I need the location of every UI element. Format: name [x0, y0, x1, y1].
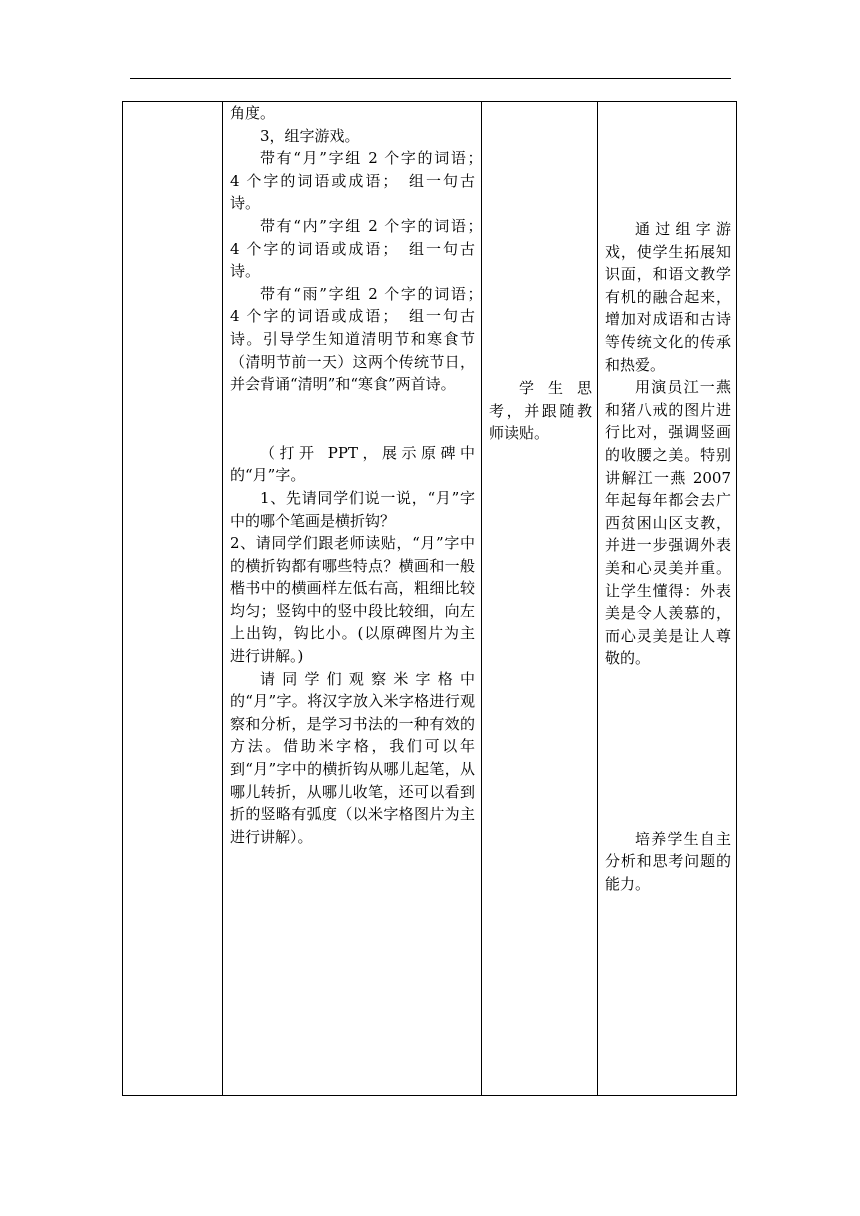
teacher-activity-cell — [230, 102, 491, 1095]
teacher-paragraph: （打开 PPT，展示原碑中的“月”字。 — [230, 443, 475, 485]
teacher-paragraph: 1、先请同学们说一说，“月”字中的哪个笔画是横折钩？ — [230, 488, 475, 530]
column-divider — [597, 102, 598, 1095]
intent-paragraph: 通过组字游戏，使学生拓展知识面，和语文教学有机的融合起来，增加对成语和古诗等传统文化的传承和热爱。 — [605, 220, 731, 374]
lesson-table — [122, 101, 737, 1096]
column-divider — [481, 102, 482, 1095]
intent-paragraph: 培养学生自主分析和思考问题的能力。 — [605, 829, 731, 894]
teacher-paragraph: 3，组字游戏。 — [260, 126, 360, 145]
teacher-paragraph: 2、请同学们跟老师读贴，“月”字中的横折钩都有哪些特点？横画和一般楷书中的横画样左低右高，粗细比较均匀；竖钩中的竖中段比较细，向左上出钩，钩比小。(以原碑图片为主进行讲解。) — [230, 534, 475, 666]
teacher-paragraph: 带有“雨”字组 2 个字的词语； 4 个字的词语或成语； 组一句古诗。引导学生知道清明节和寒食节（清明节前一天）这两个传统节日，并会背诵“清明”和“寒食”两首诗。 — [230, 284, 491, 394]
student-activity-cell — [489, 377, 592, 1095]
teacher-paragraph: 带有“月”字组 2 个字的词语； 4 个字的词语或成语； 组一句古诗。 — [230, 149, 491, 213]
teacher-paragraph: 请同学们观察米字格中的“月”字。将汉字放入米字格进行观察和分析，是学习书法的一种有效的方法。借助米字格，我们可以年到“月”字中的横折钩从哪儿起笔，从哪儿转折，从哪儿收笔，还可以看到折的竖略有弧度（以米字格图片为主进行讲解）。 — [230, 669, 475, 846]
teacher-paragraph: 带有“内”字组 2 个字的词语； 4 个字的词语或成语； 组一句古诗。 — [230, 216, 491, 281]
column-divider — [222, 102, 223, 1095]
teacher-paragraph: 角度。 — [230, 104, 276, 122]
step-column-cell — [123, 102, 222, 1095]
header-rule — [130, 78, 731, 79]
design-intent-cell — [605, 218, 731, 1095]
student-paragraph: 学 生 思考，并跟随教师读贴。 — [489, 379, 592, 443]
intent-paragraph: 用演员江一燕和猪八戒的图片进行比对，强调竖画的收腰之美。特别讲解江一燕 2007 年起每年都会去广西贫困山区支教，并进一步强调外表美和心灵美并重。让学生懂得：外表美是令人羡慕的，而心灵美是让人尊敬的。 — [605, 378, 731, 668]
